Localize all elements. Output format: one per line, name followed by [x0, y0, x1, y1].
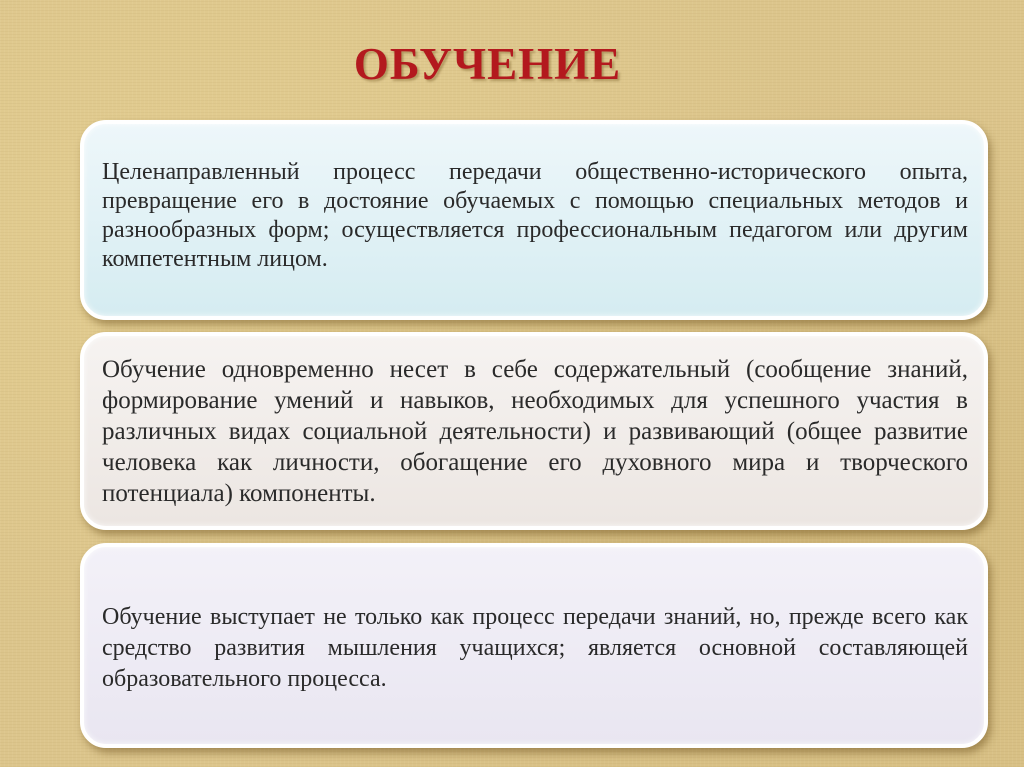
role-text: Обучение выступает не только как процесс передачи знаний, но, прежде всего как средство развития мышления учащихся; является основной составляющей образовательного процесса. [102, 604, 968, 692]
role-card [80, 543, 988, 748]
components-card [80, 332, 988, 530]
components-text: Обучение одновременно несет в себе содержательный (сообщение знаний, формирование умений и навыков, необходимых для успешного участия в различных видах социальной деятельности) и развивающий (общее развитие человека как личности, обогащение его духовного мира и творческого потенциала) компоненты. [102, 356, 968, 507]
definition-card [80, 120, 988, 320]
definition-text: Целенаправленный процесс передачи общественно-исторического опыта, превращение его в достояние обучаемых с помощью специальных методов и разнообразных форм; осуществляется профессиональным педагогом или другим компетентным лицом. [102, 159, 968, 272]
slide-title: ОБУЧЕНИЕ [353, 39, 622, 89]
